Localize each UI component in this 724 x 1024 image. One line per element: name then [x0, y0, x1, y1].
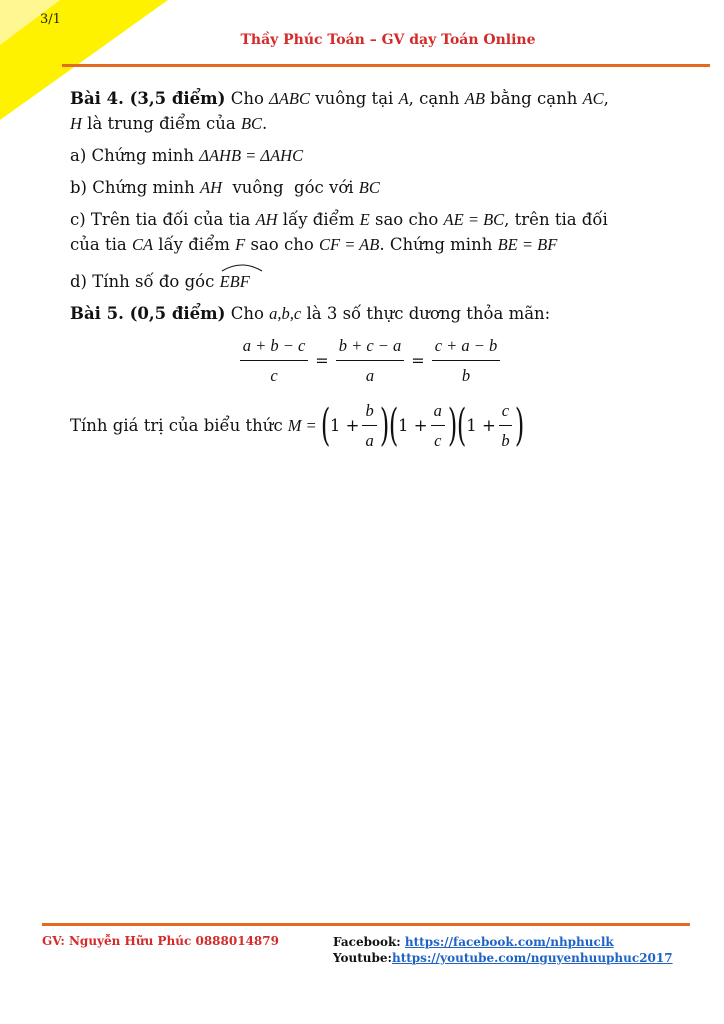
fraction — [362, 398, 376, 453]
math: EBF — [219, 272, 250, 291]
youtube-link[interactable]: https://youtube.com/nguyenhuuphuc2017 — [391, 951, 673, 965]
facebook-label: Facebook: — [333, 935, 405, 949]
text: . — [262, 114, 268, 133]
header-title: Thầy Phúc Toán – GV dạy Toán Online — [240, 32, 536, 48]
factor — [457, 398, 524, 453]
math: AH — [255, 210, 278, 229]
text: d) Tính số đo góc — [70, 272, 220, 291]
footer-teacher: GV: Nguyễn Hữu Phúc 0888014879 — [42, 934, 279, 948]
text: Tính giá trị của biểu thức — [70, 416, 283, 435]
angle-ebf — [220, 269, 250, 294]
factor — [321, 398, 389, 453]
left-paren: ( — [456, 399, 467, 451]
text: c) Trên tia đối của tia — [70, 210, 256, 229]
denominator: a — [365, 431, 374, 450]
text: vuông tại — [310, 89, 399, 108]
bai5-heading: Bài 5. (0,5 điểm) — [70, 304, 226, 323]
bai4-part-d — [70, 269, 670, 294]
bai4-heading: Bài 4. (3,5 điểm) — [70, 89, 226, 108]
bai4-intro — [70, 86, 670, 136]
math: E — [359, 210, 370, 229]
math: H — [70, 114, 82, 133]
facebook-line — [333, 934, 673, 950]
right-paren: ) — [447, 399, 458, 451]
youtube-line — [333, 950, 673, 966]
numerator: a + b − c — [240, 333, 309, 361]
equals-sign: = — [315, 351, 329, 370]
footer-links — [333, 934, 673, 966]
left-paren: ( — [320, 399, 331, 451]
fraction — [336, 333, 405, 388]
condition-equation — [70, 333, 670, 388]
math: a,b,c — [269, 304, 302, 323]
factor — [389, 398, 457, 453]
text: là 3 số thực dương thỏa mãn: — [301, 304, 551, 323]
text: , — [603, 89, 609, 108]
text: . Chứng minh — [379, 235, 498, 254]
text: bằng cạnh — [484, 89, 583, 108]
math: M = — [287, 416, 317, 435]
math: ΔAHB = ΔAHC — [199, 146, 304, 165]
text: , cạnh — [408, 89, 465, 108]
text: sao cho — [245, 235, 320, 254]
math: 1 + — [398, 416, 428, 435]
expression-m — [70, 398, 670, 453]
text: lấy điểm — [277, 210, 360, 229]
bai4-part-a — [70, 143, 670, 168]
math: BE = BF — [497, 235, 558, 254]
text: vuông góc với — [221, 178, 359, 197]
math: CA — [131, 235, 154, 254]
angle-arc-icon — [220, 262, 264, 272]
numerator: a — [431, 398, 445, 426]
bai4-part-c — [70, 207, 670, 257]
fraction — [240, 333, 309, 388]
math: CF = AB — [319, 235, 380, 254]
denominator: a — [365, 366, 375, 385]
numerator: b — [362, 398, 376, 426]
math: ΔABC — [269, 89, 310, 108]
main-content — [70, 86, 670, 453]
facebook-link[interactable]: https://facebook.com/nhphuclk — [404, 935, 614, 949]
fraction — [499, 398, 512, 453]
math: AB — [464, 89, 485, 108]
fraction — [431, 398, 445, 453]
right-paren: ) — [514, 399, 525, 451]
denominator: c — [434, 431, 442, 450]
footer-rule — [42, 923, 690, 926]
text: là trung điểm của — [81, 114, 241, 133]
math: AH — [199, 178, 222, 197]
math: A — [398, 89, 409, 108]
text: Cho — [225, 304, 270, 323]
equals-sign: = — [411, 351, 425, 370]
numerator: c + a − b — [432, 333, 501, 361]
bai4-part-b — [70, 175, 670, 200]
left-paren: ( — [388, 399, 399, 451]
math: 1 + — [329, 416, 360, 435]
math: 1 + — [466, 416, 496, 435]
page-number: 3/1 — [40, 12, 61, 27]
denominator: b — [461, 366, 471, 385]
math: BC — [358, 178, 380, 197]
denominator: b — [501, 431, 510, 450]
math: BC — [240, 114, 263, 133]
text: lấy điểm — [153, 235, 236, 254]
text: b) Chứng minh — [70, 178, 200, 197]
header-rule — [62, 64, 710, 67]
text: của tia — [70, 235, 132, 254]
numerator: b + c − a — [336, 333, 405, 361]
text: sao cho — [369, 210, 444, 229]
math: AC — [582, 89, 604, 108]
text: a) Chứng minh — [70, 146, 200, 165]
math: AE = BC — [443, 210, 505, 229]
fraction — [432, 333, 501, 388]
bai5-intro — [70, 301, 670, 326]
text: , trên tia đối — [504, 210, 608, 229]
text: Cho — [225, 89, 270, 108]
numerator: c — [499, 398, 512, 426]
math: F — [235, 235, 246, 254]
denominator: c — [270, 366, 278, 385]
youtube-label: Youtube: — [333, 951, 392, 965]
right-paren: ) — [379, 399, 390, 451]
